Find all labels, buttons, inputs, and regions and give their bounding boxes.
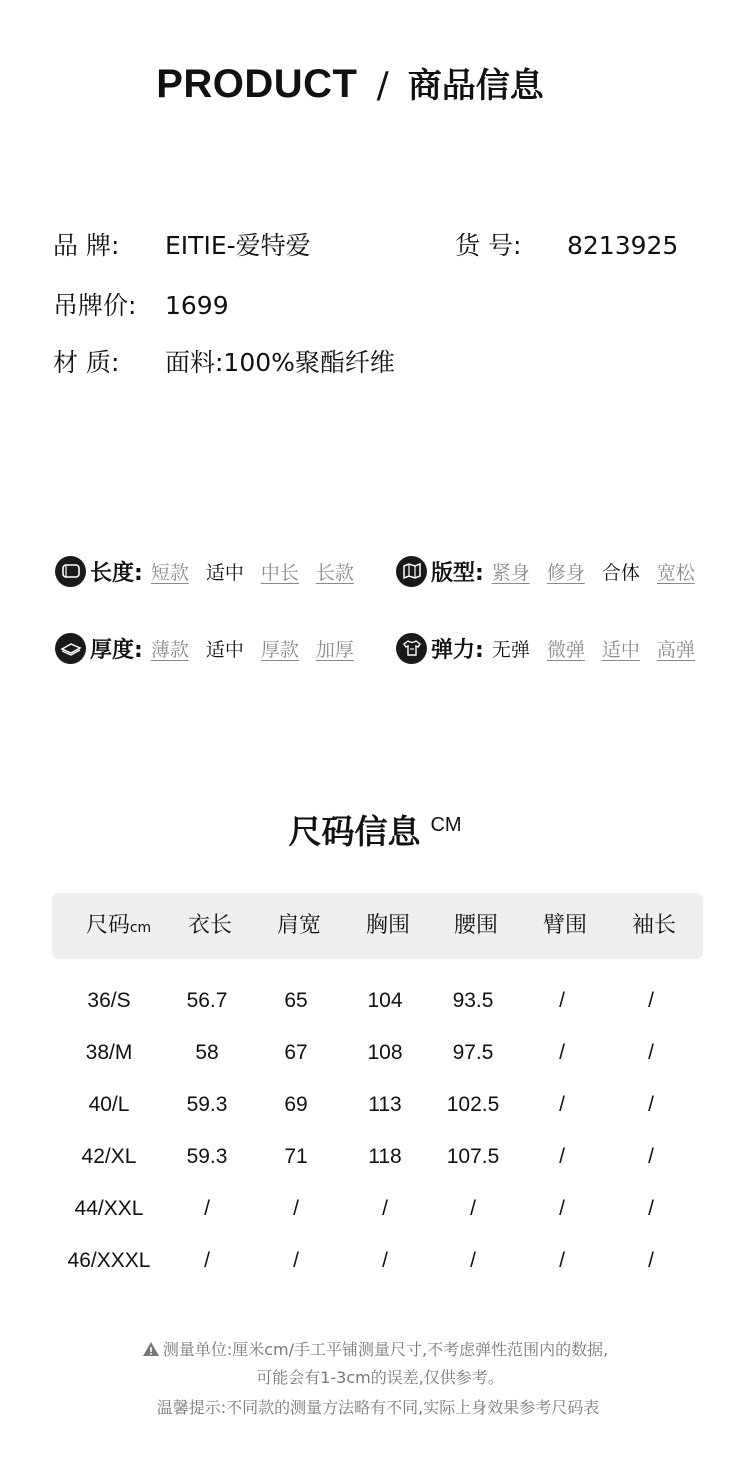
table-cell: / <box>648 1249 654 1272</box>
table-header-cell: 胸围 <box>365 913 410 938</box>
table-cell: 65 <box>284 989 308 1012</box>
title-en: PRODUCT <box>156 62 358 106</box>
elasticity-icon <box>396 633 427 664</box>
table-cell: / <box>648 1145 654 1168</box>
material-value: 面料:100%聚酯纤维 <box>165 348 395 377</box>
size-unit: CM <box>430 814 462 836</box>
title-separator: / <box>376 65 389 106</box>
title-cn: 商品信息 <box>407 66 544 106</box>
attr-length <box>55 553 354 589</box>
table-cell: / <box>382 1249 388 1272</box>
table-cell: / <box>382 1197 388 1220</box>
table-header-cell: 尺码cm <box>85 913 152 938</box>
attr-elasticity-label: 弹力: <box>431 637 484 663</box>
table-cell: 59.3 <box>186 1145 228 1168</box>
table-cell: 40/L <box>88 1093 130 1116</box>
table-cell: / <box>293 1249 299 1272</box>
table-cell: 44/XXL <box>74 1197 144 1220</box>
item-no-value: 8213925 <box>567 231 679 260</box>
table-cell: 97.5 <box>452 1041 494 1064</box>
table-cell: 69 <box>284 1093 308 1116</box>
table-header-cell: 袖长 <box>631 913 676 938</box>
table-row <box>52 1137 703 1177</box>
attr-thickness-option-selected: 适中 <box>205 638 244 661</box>
table-cell: 36/S <box>87 989 131 1012</box>
table-cell: 38/M <box>85 1041 133 1064</box>
table-cell: / <box>648 989 654 1012</box>
attr-length-option: 长款 <box>315 561 354 584</box>
table-cell: 56.7 <box>186 989 228 1012</box>
attr-elasticity-option: 高弹 <box>656 638 695 661</box>
attr-fit <box>396 553 695 589</box>
attr-length-option-selected: 适中 <box>205 561 244 584</box>
table-cell: / <box>470 1197 476 1220</box>
table-cell: / <box>204 1249 210 1272</box>
table-row <box>52 981 703 1021</box>
table-cell: 71 <box>284 1145 308 1168</box>
size-section-title <box>0 806 750 853</box>
tag-price-value: 1699 <box>165 291 229 320</box>
table-cell: 58 <box>195 1041 219 1064</box>
attr-elasticity <box>396 630 695 666</box>
brand-label: 品 牌: <box>53 231 120 260</box>
attr-thickness <box>55 630 354 666</box>
tag-price-label: 吊牌价: <box>53 291 137 320</box>
attr-length-option: 中长 <box>260 561 299 584</box>
table-cell: / <box>559 1041 565 1064</box>
note-line-1 <box>0 1337 750 1361</box>
length-icon <box>55 556 86 587</box>
thickness-icon <box>55 633 86 664</box>
table-cell: / <box>648 1197 654 1220</box>
material-label: 材 质: <box>53 348 120 377</box>
table-cell: / <box>293 1197 299 1220</box>
size-table-header <box>52 893 703 959</box>
table-cell: 46/XXXL <box>67 1249 151 1272</box>
attr-thickness-option: 厚款 <box>260 638 299 661</box>
note-line-2: 可能会有1-3cm的误差,仅供参考。 <box>256 1368 504 1387</box>
table-header-cell: 臂围 <box>542 913 587 938</box>
attr-fit-option: 宽松 <box>656 561 695 584</box>
attr-elasticity-option-selected: 无弹 <box>491 638 530 661</box>
table-cell: 59.3 <box>186 1093 228 1116</box>
attr-fit-option: 紧身 <box>491 561 530 584</box>
table-cell: 107.5 <box>446 1145 500 1168</box>
table-cell: 42/XL <box>81 1145 137 1168</box>
table-cell: / <box>559 1249 565 1272</box>
tag-price-row <box>53 286 229 322</box>
note-line-3: 温馨提示:不同款的测量方法略有不同,实际上身效果参考尺码表 <box>156 1398 600 1417</box>
table-header-cell: 衣长 <box>187 913 232 938</box>
table-cell: 67 <box>284 1041 308 1064</box>
table-cell: 102.5 <box>446 1093 500 1116</box>
attr-fit-option: 修身 <box>546 561 585 584</box>
attr-thickness-label: 厚度: <box>90 637 143 663</box>
fit-icon <box>396 556 427 587</box>
table-header-cell: 肩宽 <box>276 913 321 938</box>
item-no-label: 货 号: <box>455 231 522 260</box>
table-cell: / <box>470 1249 476 1272</box>
attr-length-option: 短款 <box>150 561 189 584</box>
table-cell: / <box>559 1145 565 1168</box>
item-no-row <box>455 226 678 262</box>
size-title: 尺码信息 <box>288 812 421 851</box>
table-cell: / <box>559 1197 565 1220</box>
table-row <box>52 1241 703 1281</box>
attr-thickness-option: 加厚 <box>315 638 354 661</box>
attr-fit-label: 版型: <box>431 560 484 586</box>
attr-fit-option-selected: 合体 <box>601 561 640 584</box>
attr-elasticity-option: 微弹 <box>546 638 585 661</box>
table-row <box>52 1085 703 1125</box>
table-header-cell: 腰围 <box>453 913 498 938</box>
attr-thickness-option: 薄款 <box>150 638 189 661</box>
table-cell: / <box>204 1197 210 1220</box>
attr-elasticity-option: 适中 <box>601 638 640 661</box>
page-title <box>0 58 700 107</box>
table-cell: / <box>559 989 565 1012</box>
table-cell: 93.5 <box>452 989 494 1012</box>
brand-value: EITIE-爱特爱 <box>165 231 311 260</box>
table-cell: / <box>648 1093 654 1116</box>
table-cell: 118 <box>368 1145 402 1168</box>
table-cell: 104 <box>367 989 403 1012</box>
brand-row <box>53 226 311 262</box>
material-row <box>53 343 395 379</box>
table-cell: 113 <box>368 1093 402 1116</box>
table-cell: / <box>559 1093 565 1116</box>
warning-icon <box>142 1341 160 1361</box>
note-text-1: 测量单位:厘米cm/手工平铺测量尺寸,不考虑弹性范围内的数据, <box>162 1340 609 1359</box>
table-row <box>52 1033 703 1073</box>
table-cell: 108 <box>367 1041 403 1064</box>
table-cell: / <box>648 1041 654 1064</box>
attr-length-label: 长度: <box>90 560 143 586</box>
table-row <box>52 1189 703 1229</box>
